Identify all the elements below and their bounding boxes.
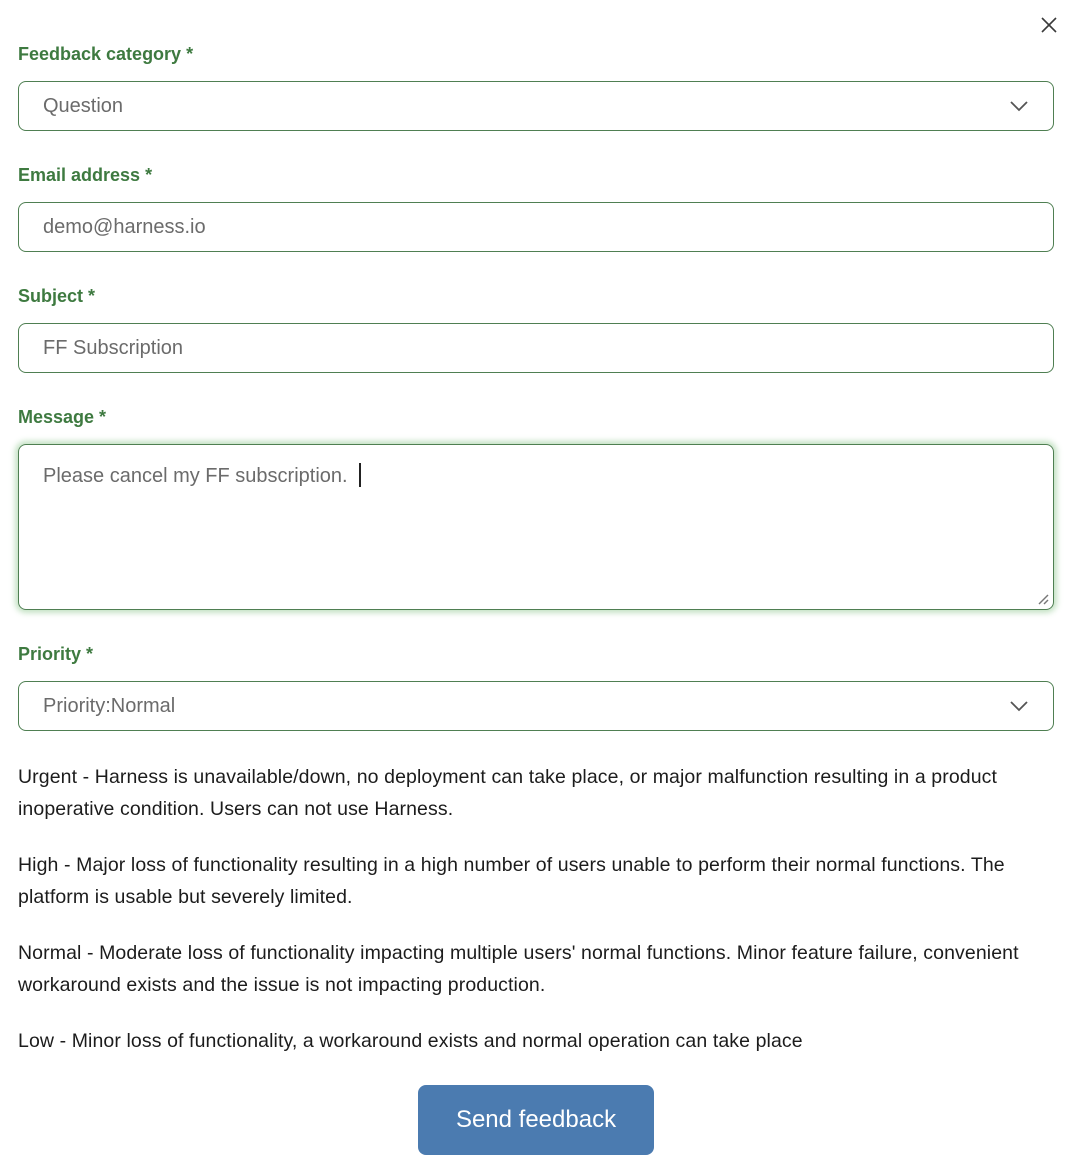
close-button[interactable] bbox=[1038, 14, 1060, 36]
message-textarea[interactable] bbox=[18, 444, 1054, 610]
priority-description-urgent: Urgent - Harness is unavailable/down, no deployment can take place, or major malfunction resulting in a product inoperative condition. Users can not use Harness. bbox=[18, 766, 998, 820]
priority-field-group bbox=[18, 644, 1054, 731]
required-asterisk: * bbox=[86, 644, 94, 664]
required-asterisk: * bbox=[88, 286, 96, 306]
subject-field-group bbox=[18, 286, 1054, 373]
priority-label bbox=[18, 644, 1054, 665]
email-input[interactable] bbox=[18, 202, 1054, 252]
email-label-text: Email address bbox=[18, 165, 141, 185]
feedback-category-value: Question bbox=[43, 94, 124, 117]
text-caret bbox=[359, 463, 361, 487]
priority-description-high: High - Major loss of functionality resulting in a high number of users unable to perform their normal functions. The platform is usable but severely limited. bbox=[18, 854, 1005, 908]
chevron-down-icon bbox=[1009, 100, 1029, 112]
priority-description-low: Low - Minor loss of functionality, a workaround exists and normal operation can take place bbox=[18, 1030, 803, 1052]
close-icon bbox=[1040, 16, 1058, 34]
priority-description-normal: Normal - Moderate loss of functionality impacting multiple users' normal functions. Minor feature failure, convenient workaround exists and the issue is not impacting production. bbox=[18, 942, 1019, 996]
priority-select[interactable] bbox=[18, 681, 1054, 731]
message-value: Please cancel my FF subscription. bbox=[43, 465, 354, 487]
feedback-category-select[interactable] bbox=[18, 81, 1054, 131]
send-feedback-button[interactable]: Send feedback bbox=[418, 1085, 654, 1155]
feedback-category-label bbox=[18, 44, 1054, 65]
chevron-down-icon bbox=[1009, 700, 1029, 712]
email-field-group bbox=[18, 165, 1054, 252]
subject-label bbox=[18, 286, 1054, 307]
message-label-text: Message bbox=[18, 407, 95, 427]
feedback-category-field bbox=[18, 44, 1054, 131]
feedback-category-label-text: Feedback category bbox=[18, 44, 182, 64]
email-label bbox=[18, 165, 1054, 186]
resize-handle-icon[interactable] bbox=[1036, 592, 1049, 605]
required-asterisk: * bbox=[186, 44, 194, 64]
required-asterisk: * bbox=[99, 407, 107, 427]
subject-label-text: Subject bbox=[18, 286, 84, 306]
subject-input[interactable] bbox=[18, 323, 1054, 373]
priority-value: Priority:Normal bbox=[43, 694, 176, 717]
required-asterisk: * bbox=[145, 165, 153, 185]
message-field-group bbox=[18, 407, 1054, 610]
priority-label-text: Priority bbox=[18, 644, 82, 664]
message-label bbox=[18, 407, 1054, 428]
